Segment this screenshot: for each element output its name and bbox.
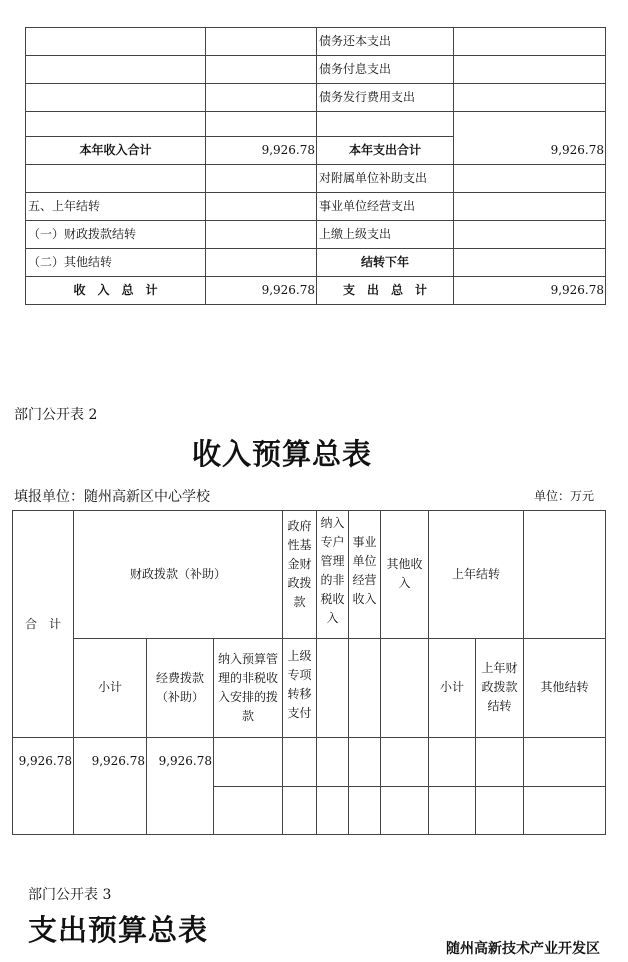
carry-next-label: 结转下年 [317,249,454,277]
expense-subtotal-label: 本年支出合计 [317,137,454,165]
table-row [13,511,606,639]
form3-org: 随州高新技术产业开发区 [446,941,600,957]
expense-subtotal-value: 9,926.78 [454,112,606,165]
table-cell [206,84,317,112]
table-cell [454,165,606,193]
table-row [26,56,606,84]
table-row [26,84,606,112]
header-special: 纳入专户管理的非税收入 [317,511,349,639]
table-row [26,165,606,193]
table-row [26,221,606,249]
expense-item: 事业单位经营支出 [317,193,454,221]
header-other: 其他收入 [381,511,429,639]
table-row [26,249,606,277]
table-cell [317,738,349,787]
form3-caption: 部门公开表 3 [28,887,112,903]
expense-total-value: 9,926.78 [454,277,606,305]
table-cell [476,787,524,835]
header-upper-special: 上级专项转移支付 [283,638,317,737]
income-budget-table [12,510,606,835]
table-cell [454,193,606,221]
table-cell [26,165,206,193]
header-nontax: 纳入预算管理的非税收入安排的拨款 [214,638,283,737]
balance-table [25,27,606,305]
income-subtotal-label: 本年收入合计 [26,137,206,165]
expense-item: 债务发行费用支出 [317,84,454,112]
table-cell [317,112,454,137]
expense-total-label: 支 出 总 计 [317,277,454,305]
table-cell [206,221,317,249]
table-cell [206,165,317,193]
table-cell [206,112,317,137]
expense-item: 债务付息支出 [317,56,454,84]
expense-item: 上缴上级支出 [317,221,454,249]
form2-caption: 部门公开表 2 [14,407,98,423]
table-cell [476,738,524,787]
header-other-carry: 其他结转 [524,638,606,737]
income-item: 五、上年结转 [26,193,206,221]
table-row [26,28,606,56]
form2-title: 收入预算总表 [192,437,373,471]
table-row [26,193,606,221]
header-prev-subtotal: 小计 [429,638,476,737]
table-cell [349,638,381,737]
table-cell [524,787,606,835]
header-business: 事业单位经营收入 [349,511,381,639]
table-cell [206,56,317,84]
table-cell [26,84,206,112]
table-cell [454,56,606,84]
table-cell [26,28,206,56]
header-subtotal: 小计 [74,638,147,737]
value-total: 9,926.78 [13,738,74,835]
header-prev-carry: 上年结转 [429,511,524,639]
table-cell [524,738,606,787]
table-cell [214,738,283,787]
table-cell [381,638,429,737]
table-cell [454,84,606,112]
income-item: （二）其他结转 [26,249,206,277]
table-cell [429,738,476,787]
table-row [26,277,606,305]
income-subtotal-value: 9,926.78 [206,137,317,165]
table-cell [349,738,381,787]
expense-item: 对附属单位补助支出 [317,165,454,193]
form2-unit-label: 填报单位：随州高新区中心学校 [14,489,210,505]
table-row [26,112,606,137]
table-cell [206,193,317,221]
table-cell [524,511,606,639]
table-cell [206,249,317,277]
table-cell [26,112,206,137]
expense-item: 债务还本支出 [317,28,454,56]
table-row [13,638,606,737]
value-subtotal: 9,926.78 [74,738,147,835]
table-cell [454,28,606,56]
table-cell [429,787,476,835]
table-cell [317,787,349,835]
table-cell [381,787,429,835]
income-total-value: 9,926.78 [206,277,317,305]
table-cell [317,638,349,737]
table-cell [214,787,283,835]
form2-currency-label: 单位：万元 [534,489,595,503]
income-total-label: 收 入 总 计 [26,277,206,305]
table-cell [454,221,606,249]
header-prev-fiscal: 上年财政拨款结转 [476,638,524,737]
header-total: 合 计 [13,511,74,738]
table-cell [206,28,317,56]
table-cell [283,738,317,787]
table-cell [283,787,317,835]
header-fiscal: 财政拨款（补助） [74,511,283,639]
table-cell [454,249,606,277]
table-cell [381,738,429,787]
table-cell [349,787,381,835]
header-expense-grant: 经费拨款（补助） [147,638,214,737]
table-cell [26,56,206,84]
header-gov-fund: 政府性基金财政拨款 [283,511,317,639]
table-row [13,738,606,787]
income-item: （一）财政拨款结转 [26,221,206,249]
form3-title: 支出预算总表 [28,913,209,947]
value-expense-grant: 9,926.78 [147,738,214,835]
